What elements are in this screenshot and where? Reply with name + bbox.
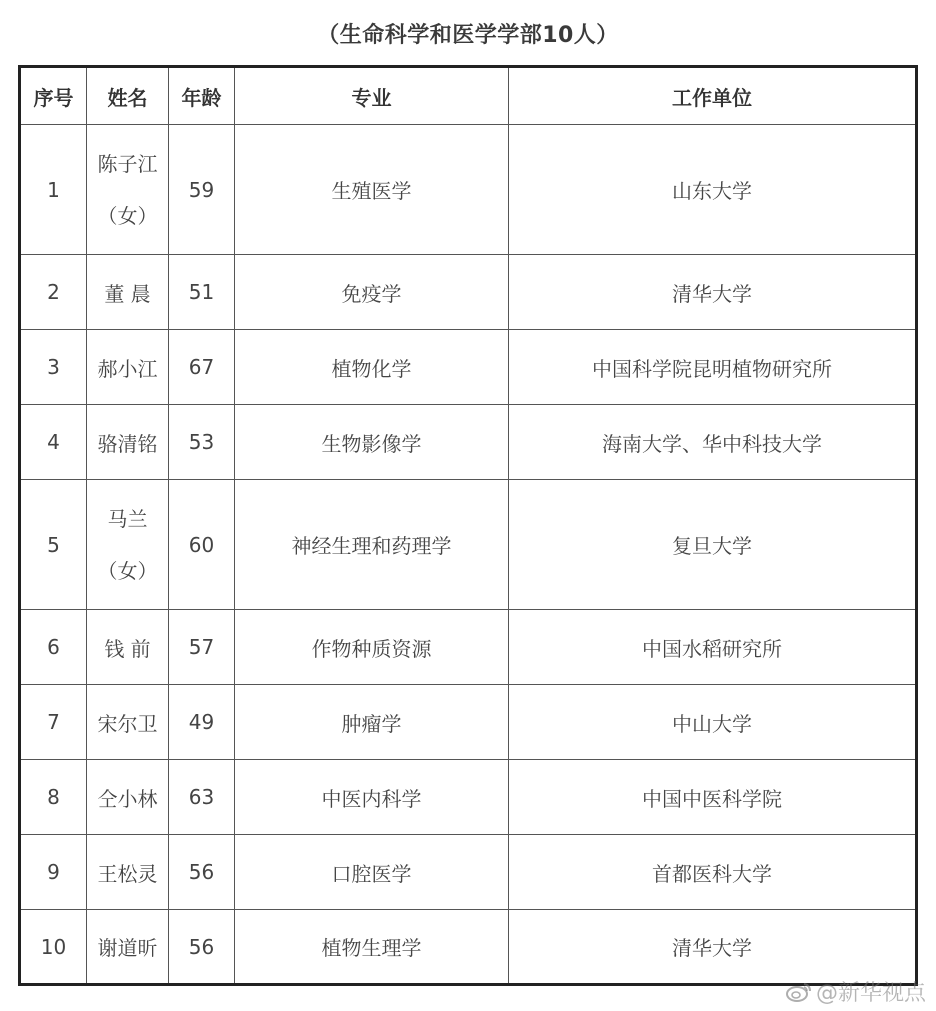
column-header-age: 年龄	[169, 67, 235, 125]
cell-major: 生物影像学	[235, 405, 509, 480]
cell-age: 51	[169, 255, 235, 330]
cell-index: 2	[20, 255, 87, 330]
table-row	[20, 835, 917, 910]
table-row	[20, 405, 917, 480]
cell-name: 董 晨	[87, 255, 169, 330]
cell-name: 钱 前	[87, 610, 169, 685]
cell-age: 49	[169, 685, 235, 760]
academician-table	[18, 65, 918, 986]
column-header-major: 专业	[235, 67, 509, 125]
weibo-icon	[786, 981, 812, 1003]
cell-index: 1	[20, 125, 87, 255]
cell-name	[87, 480, 169, 610]
table-row	[20, 125, 917, 255]
cell-age: 56	[169, 910, 235, 985]
cell-workplace: 中国水稻研究所	[509, 610, 917, 685]
cell-name	[87, 125, 169, 255]
cell-age: 59	[169, 125, 235, 255]
watermark	[786, 976, 926, 1007]
cell-age: 63	[169, 760, 235, 835]
page-title: （生命科学和医学学部10人）	[317, 23, 619, 48]
cell-major: 植物化学	[235, 330, 509, 405]
cell-name: 骆清铭	[87, 405, 169, 480]
cell-age: 60	[169, 480, 235, 610]
cell-workplace: 清华大学	[509, 255, 917, 330]
name-line: 陈子江	[97, 151, 158, 176]
cell-workplace: 首都医科大学	[509, 835, 917, 910]
cell-index: 3	[20, 330, 87, 405]
cell-index: 5	[20, 480, 87, 610]
table-header-row	[20, 67, 917, 125]
cell-major: 神经生理和药理学	[235, 480, 509, 610]
cell-workplace: 清华大学	[509, 910, 917, 985]
cell-index: 4	[20, 405, 87, 480]
cell-name: 宋尔卫	[87, 685, 169, 760]
table-row	[20, 330, 917, 405]
cell-workplace: 山东大学	[509, 125, 917, 255]
watermark-text: @新华视点	[815, 981, 926, 1006]
cell-age: 56	[169, 835, 235, 910]
cell-workplace: 中国科学院昆明植物研究所	[509, 330, 917, 405]
name-line: 马兰	[107, 506, 148, 531]
cell-major: 口腔医学	[235, 835, 509, 910]
column-header-name: 姓名	[87, 67, 169, 125]
table-row	[20, 255, 917, 330]
cell-index: 8	[20, 760, 87, 835]
cell-name: 谢道昕	[87, 910, 169, 985]
name-line: （女）	[97, 558, 158, 583]
cell-age: 67	[169, 330, 235, 405]
cell-index: 6	[20, 610, 87, 685]
table-row	[20, 480, 917, 610]
cell-index: 7	[20, 685, 87, 760]
column-header-workplace: 工作单位	[509, 67, 917, 125]
table-row	[20, 760, 917, 835]
column-header-index: 序号	[20, 67, 87, 125]
cell-age: 57	[169, 610, 235, 685]
cell-index: 9	[20, 835, 87, 910]
cell-major: 中医内科学	[235, 760, 509, 835]
cell-major: 生殖医学	[235, 125, 509, 255]
cell-name: 王松灵	[87, 835, 169, 910]
table-row	[20, 685, 917, 760]
table-row	[20, 910, 917, 985]
cell-index: 10	[20, 910, 87, 985]
name-line: （女）	[97, 203, 158, 228]
cell-major: 肿瘤学	[235, 685, 509, 760]
cell-age: 53	[169, 405, 235, 480]
table-row	[20, 610, 917, 685]
cell-major: 作物种质资源	[235, 610, 509, 685]
cell-major: 植物生理学	[235, 910, 509, 985]
cell-major: 免疫学	[235, 255, 509, 330]
cell-workplace: 中山大学	[509, 685, 917, 760]
cell-name: 郝小江	[87, 330, 169, 405]
cell-workplace: 复旦大学	[509, 480, 917, 610]
cell-workplace: 中国中医科学院	[509, 760, 917, 835]
cell-workplace: 海南大学、华中科技大学	[509, 405, 917, 480]
cell-name: 仝小林	[87, 760, 169, 835]
